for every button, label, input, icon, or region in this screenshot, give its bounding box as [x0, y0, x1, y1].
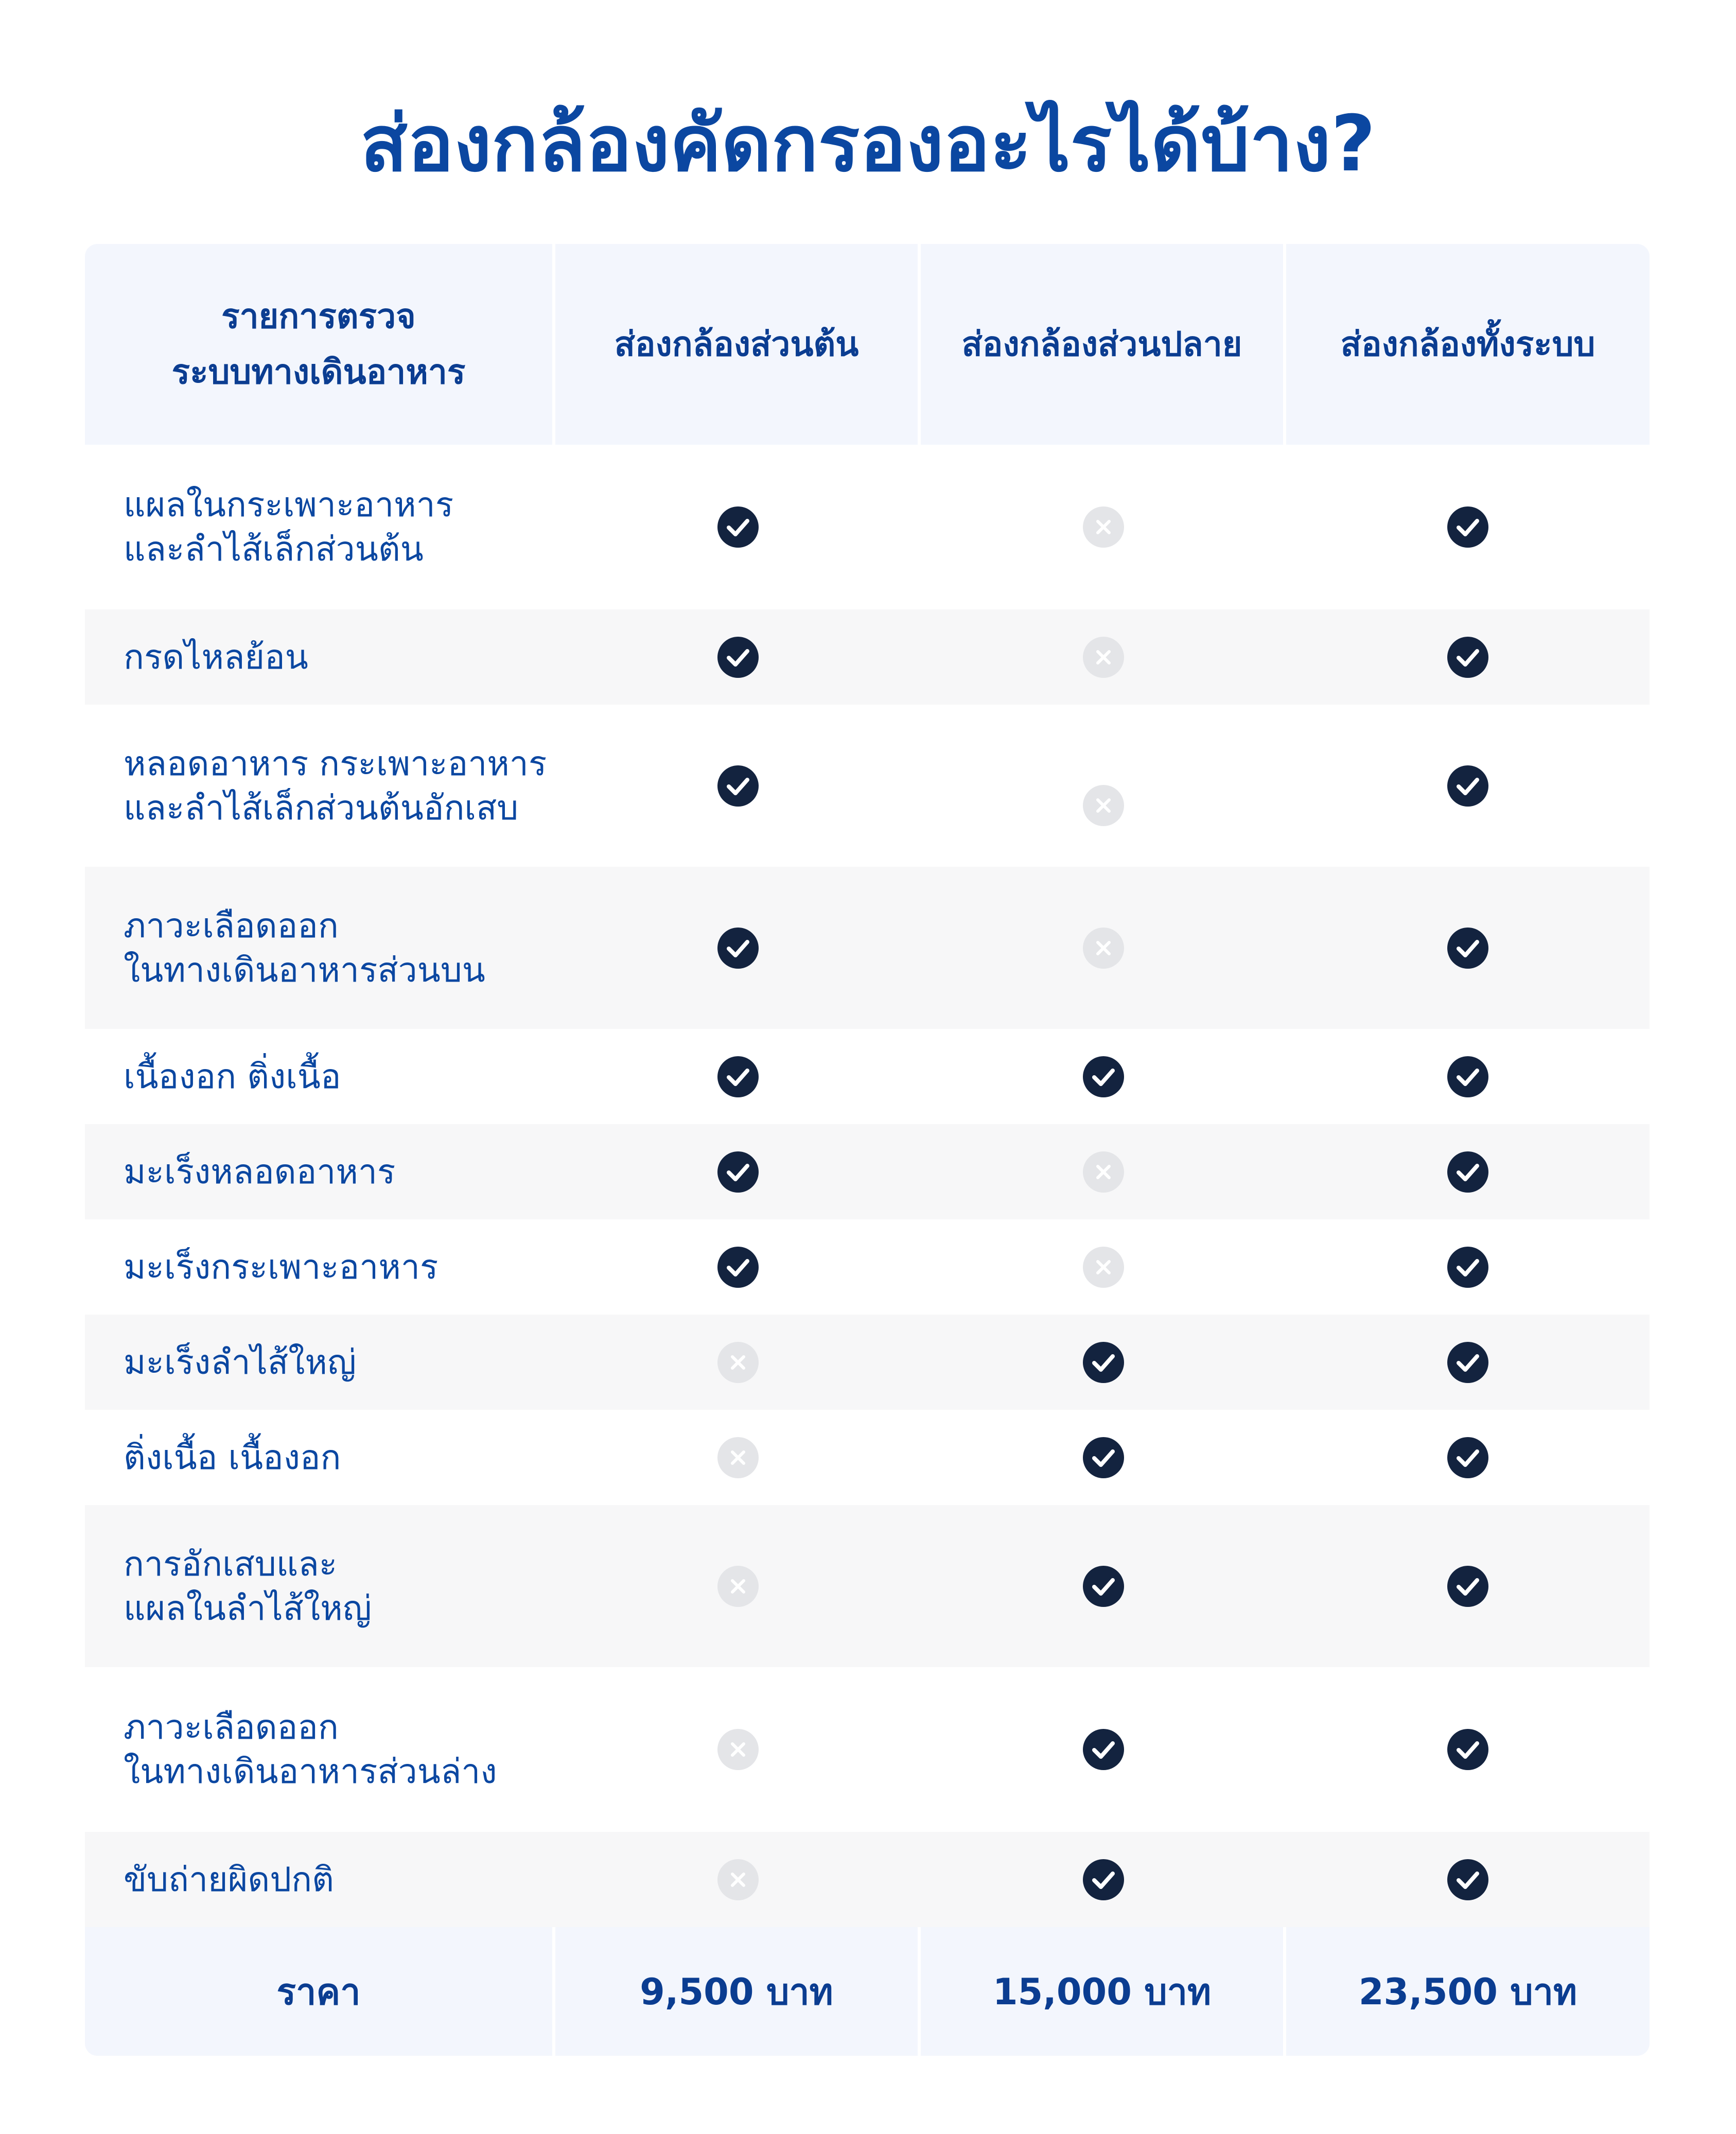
- check-circle-icon: [717, 765, 759, 807]
- cell-full: [1286, 1832, 1650, 1927]
- table-row: [85, 867, 1650, 1029]
- cell-upper: [555, 445, 921, 609]
- cell-full: [1286, 445, 1650, 609]
- price-label: ราคา: [85, 1927, 555, 2056]
- cell-lower: [921, 705, 1286, 867]
- cell-full: [1286, 1029, 1650, 1124]
- cell-lower: [921, 445, 1286, 609]
- cell-lower: [921, 1124, 1286, 1219]
- table-row: [85, 445, 1650, 609]
- cell-upper: [555, 1832, 921, 1927]
- table-row: [85, 609, 1650, 705]
- cell-full: [1286, 1219, 1650, 1315]
- cell-lower: [921, 1029, 1286, 1124]
- price-full: 23,500 บาท: [1286, 1927, 1650, 2056]
- price-lower: 15,000 บาท: [921, 1927, 1286, 2056]
- x-circle-icon: [1083, 928, 1124, 969]
- row-label-line-1: มะเร็งลำไส้ใหญ่: [124, 1342, 357, 1382]
- price-upper: 9,500 บาท: [555, 1927, 921, 2056]
- cell-upper: [555, 1029, 921, 1124]
- row-label-line-1: ภาวะเลือดออก: [124, 1707, 339, 1747]
- check-circle-icon: [1083, 1566, 1124, 1607]
- row-label-line-1: การอักเสบและ: [124, 1544, 338, 1584]
- check-circle-icon: [1447, 765, 1488, 807]
- cell-full: [1286, 705, 1650, 867]
- row-label: [85, 1315, 555, 1410]
- x-circle-icon: [1083, 785, 1124, 826]
- table-row: [85, 1505, 1650, 1667]
- row-label: [85, 445, 555, 609]
- cell-full: [1286, 867, 1650, 1029]
- check-circle-icon: [1083, 1729, 1124, 1770]
- x-circle-icon: [717, 1729, 759, 1770]
- cell-full: [1286, 1124, 1650, 1219]
- x-circle-icon: [1083, 637, 1124, 678]
- row-label: [85, 609, 555, 705]
- price-row: [85, 1927, 1650, 2056]
- row-label-line-1: มะเร็งกระเพาะอาหาร: [124, 1247, 439, 1287]
- row-label-line-1: มะเร็งหลอดอาหาร: [124, 1151, 396, 1192]
- check-circle-icon: [1447, 1342, 1488, 1383]
- cell-upper: [555, 1505, 921, 1667]
- x-circle-icon: [717, 1859, 759, 1900]
- check-circle-icon: [717, 1247, 759, 1288]
- cell-upper: [555, 1124, 921, 1219]
- table-row: [85, 1667, 1650, 1832]
- row-label: [85, 1410, 555, 1505]
- x-circle-icon: [717, 1566, 759, 1607]
- x-circle-icon: [717, 1342, 759, 1383]
- row-label-line-2: ในทางเดินอาหารส่วนบน: [124, 950, 485, 990]
- check-circle-icon: [717, 1151, 759, 1193]
- row-label: [85, 1219, 555, 1315]
- row-label: [85, 1029, 555, 1124]
- check-circle-icon: [717, 928, 759, 969]
- check-circle-icon: [1447, 928, 1488, 969]
- row-label: [85, 705, 555, 867]
- check-circle-icon: [1447, 637, 1488, 678]
- cell-lower: [921, 1315, 1286, 1410]
- row-label-line-2: และลำไส้เล็กส่วนต้น: [124, 529, 424, 569]
- cell-upper: [555, 1315, 921, 1410]
- row-label-line-2: ในทางเดินอาหารส่วนล่าง: [124, 1752, 497, 1791]
- cell-full: [1286, 1667, 1650, 1832]
- check-circle-icon: [1083, 1342, 1124, 1383]
- cell-upper: [555, 705, 921, 867]
- row-label: [85, 1832, 555, 1927]
- cell-upper: [555, 1219, 921, 1315]
- header-upper-endoscopy: ส่องกล้องส่วนต้น: [555, 244, 921, 445]
- check-circle-icon: [1447, 1151, 1488, 1193]
- table-row: [85, 1315, 1650, 1410]
- table-row: [85, 1219, 1650, 1315]
- table-row: [85, 1124, 1650, 1219]
- check-circle-icon: [1447, 506, 1488, 548]
- row-label: [85, 1124, 555, 1219]
- row-label-line-1: กรดไหลย้อน: [124, 637, 308, 677]
- cell-full: [1286, 609, 1650, 705]
- check-circle-icon: [1447, 1729, 1488, 1770]
- cell-lower: [921, 1410, 1286, 1505]
- check-circle-icon: [1083, 1437, 1124, 1478]
- cell-lower: [921, 609, 1286, 705]
- table-row: [85, 705, 1650, 867]
- check-circle-icon: [717, 506, 759, 548]
- cell-upper: [555, 867, 921, 1029]
- check-circle-icon: [1447, 1566, 1488, 1607]
- header-checklist-line1: รายการตรวจ: [221, 296, 416, 336]
- cell-full: [1286, 1410, 1650, 1505]
- row-label-line-1: ติ่งเนื้อ เนื้องอก: [124, 1437, 341, 1477]
- cell-full: [1286, 1315, 1650, 1410]
- x-circle-icon: [1083, 1151, 1124, 1193]
- cell-lower: [921, 1832, 1286, 1927]
- table-row: [85, 1832, 1650, 1927]
- row-label: [85, 1667, 555, 1832]
- x-circle-icon: [1083, 506, 1124, 548]
- page-title: ส่องกล้องคัดกรองอะไรได้บ้าง?: [360, 99, 1376, 189]
- table-body: [85, 445, 1650, 1927]
- check-circle-icon: [1447, 1056, 1488, 1097]
- table-row: [85, 1029, 1650, 1124]
- header-checklist: [85, 244, 555, 445]
- table-header: [85, 244, 1650, 445]
- cell-lower: [921, 1219, 1286, 1315]
- row-label-line-1: แผลในกระเพาะอาหาร: [124, 485, 454, 524]
- check-circle-icon: [717, 637, 759, 678]
- row-label-line-2: แผลในลำไส้ใหญ่: [124, 1588, 372, 1628]
- x-circle-icon: [1083, 1247, 1124, 1288]
- row-label-line-1: หลอดอาหาร กระเพาะอาหาร: [124, 743, 547, 783]
- cell-upper: [555, 609, 921, 705]
- check-circle-icon: [1447, 1437, 1488, 1478]
- row-label: [85, 867, 555, 1029]
- header-checklist-line2: ระบบทางเดินอาหาร: [171, 352, 466, 392]
- check-circle-icon: [1447, 1247, 1488, 1288]
- cell-upper: [555, 1667, 921, 1832]
- comparison-table: [85, 244, 1650, 2056]
- row-label-line-1: เนื้องอก ติ่งเนื้อ: [124, 1056, 341, 1096]
- cell-lower: [921, 867, 1286, 1029]
- cell-upper: [555, 1410, 921, 1505]
- row-label-line-1: ขับถ่ายผิดปกติ: [124, 1859, 334, 1899]
- check-circle-icon: [717, 1056, 759, 1097]
- check-circle-icon: [1447, 1859, 1488, 1900]
- row-label: [85, 1505, 555, 1667]
- cell-full: [1286, 1505, 1650, 1667]
- x-circle-icon: [717, 1437, 759, 1478]
- check-circle-icon: [1083, 1056, 1124, 1097]
- cell-lower: [921, 1505, 1286, 1667]
- check-circle-icon: [1083, 1859, 1124, 1900]
- row-label-line-2: และลำไส้เล็กส่วนต้นอักเสบ: [124, 788, 519, 828]
- table-row: [85, 1410, 1650, 1505]
- header-full-endoscopy: ส่องกล้องทั้งระบบ: [1286, 244, 1650, 445]
- row-label-line-1: ภาวะเลือดออก: [124, 905, 339, 946]
- cell-lower: [921, 1667, 1286, 1832]
- header-lower-endoscopy: ส่องกล้องส่วนปลาย: [921, 244, 1286, 445]
